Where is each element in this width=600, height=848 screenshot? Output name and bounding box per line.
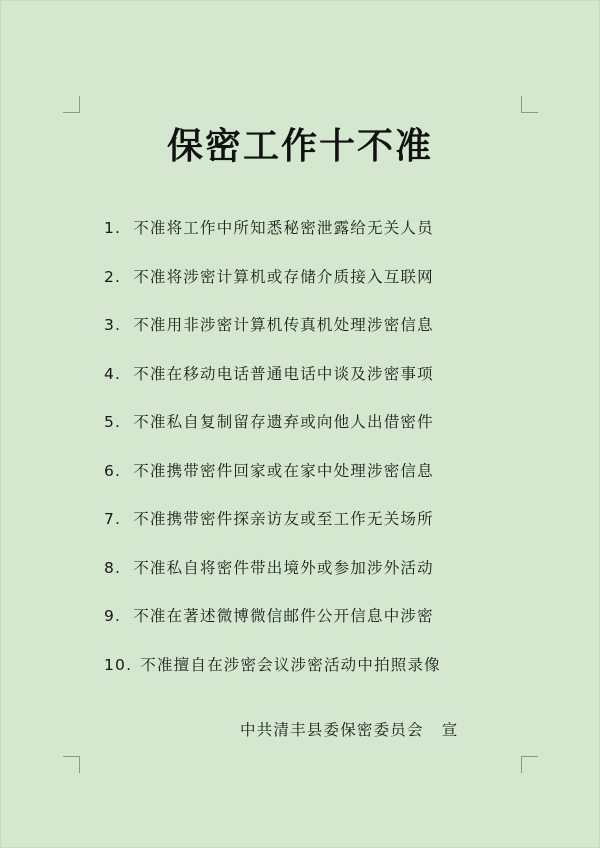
rule-text: 不准将涉密计算机或存储介质接入互联网 (133, 267, 434, 286)
rule-item (104, 499, 504, 548)
rule-text: 不准用非涉密计算机传真机处理涉密信息 (133, 316, 434, 334)
rule-item (104, 596, 504, 645)
crop-mark-bottom-left (63, 756, 80, 773)
rule-number: 3. (104, 316, 122, 334)
crop-mark-top-right (521, 96, 538, 113)
crop-mark-top-left (63, 96, 80, 113)
rule-text: 不准私自将密件带出境外或参加涉外活动 (133, 558, 434, 577)
rule-number: 10. (104, 655, 133, 674)
rule-number: 1. (104, 219, 122, 237)
rule-number: 9. (104, 607, 122, 625)
rule-item (104, 208, 504, 257)
issuer-name: 中共清丰县委保密委员会 (240, 721, 424, 739)
rule-item (104, 305, 504, 354)
issuer-signature (240, 710, 500, 750)
rule-text: 不准擅自在涉密会议涉密活动中拍照录像 (140, 655, 441, 674)
rule-text: 不准在著述微博微信邮件公开信息中涉密 (133, 607, 434, 625)
rule-item (104, 257, 504, 306)
rules-list (104, 208, 504, 693)
rule-number: 4. (104, 364, 122, 383)
rule-item (104, 451, 504, 500)
rule-item (104, 354, 504, 403)
rule-number: 2. (104, 267, 122, 286)
rule-number: 8. (104, 558, 122, 577)
crop-mark-bottom-right (521, 756, 538, 773)
rule-number: 7. (104, 510, 122, 528)
rule-text: 不准携带密件回家或在家中处理涉密信息 (133, 461, 434, 480)
issuer-suffix: 宣 (441, 721, 459, 739)
page-title: 保密工作十不准 (166, 125, 433, 167)
rule-number: 5. (104, 413, 122, 431)
rule-text: 不准携带密件探亲访友或至工作无关场所 (133, 510, 434, 528)
rule-text: 不准在移动电话普通电话中谈及涉密事项 (133, 364, 434, 383)
rule-item (104, 645, 504, 694)
rule-text: 不准私自复制留存遗弃或向他人出借密件 (133, 413, 434, 431)
rule-item (104, 548, 504, 597)
rule-item (104, 402, 504, 451)
rule-text: 不准将工作中所知悉秘密泄露给无关人员 (133, 219, 434, 237)
rule-number: 6. (104, 461, 122, 480)
